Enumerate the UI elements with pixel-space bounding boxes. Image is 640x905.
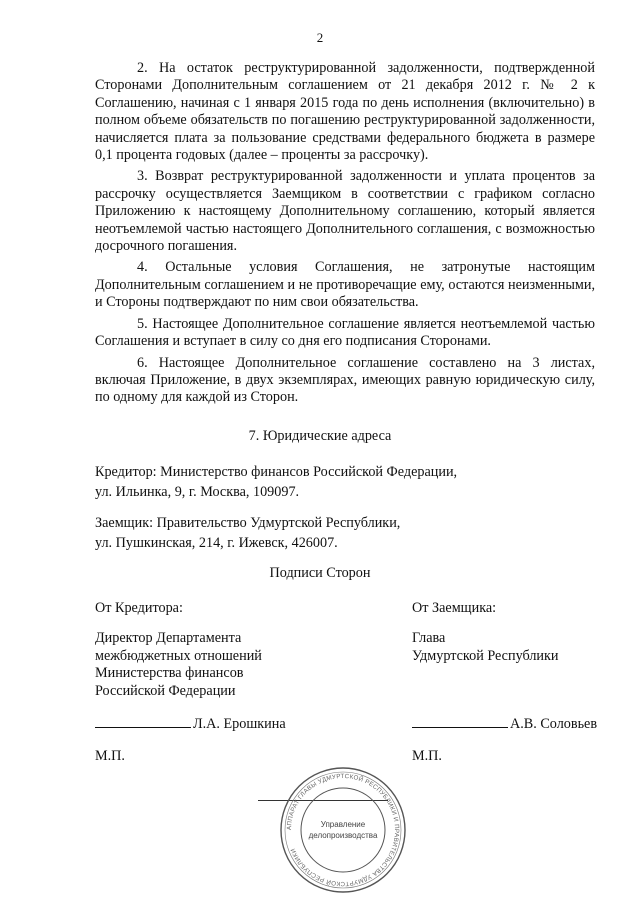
paragraph-3: 3. Возврат реструктурированной задолженности и уплата процентов за рассрочку осуществляется Заемщиком в соответствии с графиком согласно Приложению к настоящему Дополнительному соглашению, который является неотъемлемой частью настоящего Дополнительного соглашения, с возможностью досрочного погашения. <box>95 168 595 255</box>
borrower-address-line2: ул. Пушкинская, 214, г. Ижевск, 426007. <box>95 535 338 551</box>
paragraph-2: 2. На остаток реструктурированной задолженности, подтвержденной Сторонами Дополнительным соглашением от 21 декабря 2012 г. № 2 к Соглашению, начиная с 1 января 2015 года по день исполнения (включительно) в полном объеме обязательств по погашению реструктурированной задолженности, начисляется плата за пользование средствами федерального бюджета в размере 0,1 процента годовых (далее – проценты за рассрочку). <box>95 60 595 164</box>
borrower-from: От Заемщика: <box>412 600 497 616</box>
stamp-inner-circle <box>301 788 385 872</box>
creditor-position-line: Российской Федерации <box>95 682 236 699</box>
signatures-heading: Подписи Сторон <box>269 565 371 581</box>
stamp-center-line2: делопроизводства <box>308 831 378 840</box>
stamp-outer-circle <box>281 768 405 892</box>
stamp-center-line1: Управление <box>320 820 366 829</box>
borrower-position-line: Глава <box>412 630 446 646</box>
signature-underline <box>95 715 191 728</box>
creditor-address <box>95 462 595 502</box>
stamp-mid-circle <box>285 772 401 888</box>
paragraph-6: 6. Настоящее Дополнительное соглашение составлено на 3 листах, включая Приложение, в двух экземплярах, имеющих равную юридическую силу, по одному для каждой из Сторон. <box>95 354 595 406</box>
creditor-address-line1: Кредитор: Министерство финансов Российской Федерации, <box>95 464 458 480</box>
creditor-address-line2: ул. Ильинка, 9, г. Москва, 109097. <box>95 484 300 500</box>
borrower-signature-line <box>412 715 597 733</box>
section-heading: 7. Юридические адреса <box>248 428 392 444</box>
creditor-signer-name: Л.А. Ерошкина <box>193 716 286 732</box>
creditor-position-line: Министерства финансов <box>95 665 244 681</box>
creditor-seal-place: М.П. <box>95 748 125 764</box>
svg-text:АППАРАТ ГЛАВЫ УДМУРТСКОЙ РЕСПУ <box>286 773 400 887</box>
paragraph-4: 4. Остальные условия Соглашения, не затронутые настоящим Дополнительным соглашением и не противоречащие ему, остаются неизменными, и Стороны подтверждают по ним свои обязательства. <box>95 259 595 311</box>
signature-underline <box>412 715 508 728</box>
borrower-address <box>95 513 595 553</box>
creditor-from: От Кредитора: <box>95 600 183 616</box>
paragraph-5: 5. Настоящее Дополнительное соглашение является неотъемлемой частью Соглашения и вступает в силу со дня его подписания Сторонами. <box>95 315 595 350</box>
borrower-position <box>412 630 559 665</box>
borrower-signer-name: А.В. Соловьев <box>510 716 598 732</box>
borrower-seal-place: М.П. <box>412 748 442 764</box>
creditor-signature-line <box>95 715 286 733</box>
borrower-address-line1: Заемщик: Правительство Удмуртской Республики, <box>95 515 401 531</box>
body-text <box>95 60 595 411</box>
stamp-ring-text: АППАРАТ ГЛАВЫ УДМУРТСКОЙ РЕСПУБЛИКИ И ПРАВИТЕЛЬСТВА УДМУРТСКОЙ РЕСПУБЛИКИ <box>285 772 401 888</box>
official-stamp <box>278 765 408 895</box>
creditor-position-line: Директор Департамента <box>95 630 242 646</box>
creditor-position-line: межбюджетных отношений <box>95 647 262 664</box>
borrower-position-line: Удмуртской Республики <box>412 647 559 664</box>
creditor-position <box>95 630 262 700</box>
page-number: 2 <box>316 30 324 45</box>
